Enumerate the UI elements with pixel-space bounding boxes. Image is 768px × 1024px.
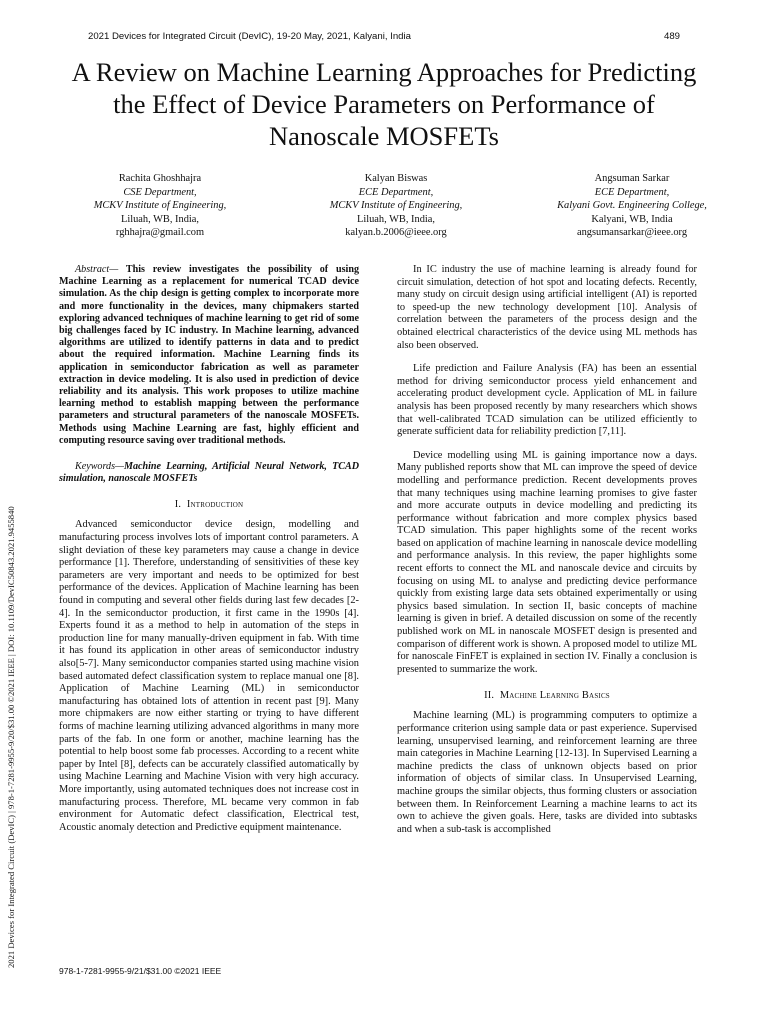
ml-basics-paragraph: Machine learning (ML) is programming computers to optimize a performance criterion using sample data or past experience. Supervised learning, unsupervised learning, and reinforcement learning are three main categories in Machine Learning [12-13]. In Supervised Learning a machine predicts the class of unknown objects based on prior information of objects of similar class. In Unsupervised Learning, machine groups the similar objects, thus forming clusters or association between them. In Reinforcement Learning a machine learns to act its own to achieve the given goals. Here, tasks are divided into subtasks and when a sub-task is accomplished [397, 710, 697, 835]
section-heading-ml-basics [397, 689, 697, 703]
author-location: Liluah, WB, India, [356, 213, 435, 225]
keywords-label: Keywords— [75, 461, 124, 473]
author-email[interactable]: rghhajra@gmail.com [115, 227, 205, 239]
author-name: Kalyan Biswas [364, 173, 428, 184]
section-number: I. [174, 499, 182, 511]
author-name: Rachita Ghoshhajra [118, 173, 202, 184]
section-title: Introduction [186, 499, 244, 511]
abstract-label: Abstract— [75, 264, 119, 275]
section-title: Machine Learning Basics [499, 690, 610, 702]
footer-copyright: 978-1-7281-9955-9/21/$31.00 ©2021 IEEE [59, 966, 222, 976]
author-name: Angsuman Sarkar [594, 173, 670, 184]
author-block [40, 172, 752, 242]
abstract-text: This review investigates the possibility of using Machine Learning as a replacement for numerical TCAD device simulation. As the chip design is getting complex to incorporate more and more functionality in the devices, many chipmakers started exploring advanced techniques of machine learning to get rid of some big challenges faced by IC industry. In Machine learning, advanced algorithms are utilized to identify patterns in data and to predict about the required information. Machine Learning finds its application in semiconductor fabrication as well as parameter extraction in device modeling. It is also used in prediction of device reliability and its analysis. This work proposes to utilize machine learning method to establish mapping between the performance parameters and structural parameters of the nanoscale MOSFETs. Methods using Machine Learning are fast, highly efficient and computing resource saving over traditional methods. [59, 264, 359, 446]
body-paragraph: Device modelling using ML is gaining importance now a days. Many published reports show that ML can improve the speed of device modelling and performance prediction. Recent developments proves that many techniques using machine learning promises to give faster and more accurate outputs in device modelling and predicting its performance without fabrication and more complex physics based TCAD simulation. This paper highlights some of the recent works based on application of machine learning in nanoscale device modelling and performance analysis. In this review, the paper highlights some recent efforts to connect the ML and nanoscale device and circuits by focusing on using ML to analyse and predicting device performance quickly from existing large data sets obtained experimentally or using physics based simulation. In section II, basic concepts of machine learning is given in brief. A detailed discussion on some of the recently published work on ML in nanoscale MOSFET design is presented and comparison of different work is shown. A proposed model to utilize ML for nanoscale FinFET is explained in section IV. Finally a conclusion is presented to summarize the work. [397, 449, 697, 675]
author-institution: MCKV Institute of Engineering, [93, 200, 227, 212]
author-location: Liluah, WB, India, [120, 213, 199, 225]
author-1 [40, 172, 280, 240]
author-3 [512, 172, 752, 240]
author-email[interactable]: angsumansarkar@ieee.org [576, 227, 688, 239]
side-margin-citation [5, 248, 18, 968]
right-column [397, 264, 697, 836]
doi-note: 2021 Devices for Integrated Circuit (DevIC) | 978-1-7281-9955-9/20/$31.00 ©2021 IEEE | DOI: 10.1109/DevIC50843.2021.9455840 [6, 506, 16, 968]
section-heading-introduction [59, 498, 359, 512]
page-number: 489 [663, 31, 680, 42]
author-department: ECE Department, [594, 186, 670, 198]
abstract [59, 264, 359, 447]
left-column [59, 264, 359, 834]
author-institution: MCKV Institute of Engineering, [329, 200, 463, 212]
author-department: ECE Department, [358, 186, 434, 198]
author-location: Kalyani, WB, India [591, 213, 673, 225]
author-institution: Kalyani Govt. Engineering College, [557, 200, 707, 212]
author-email[interactable]: kalyan.b.2006@ieee.org [345, 227, 447, 239]
keywords-text: Machine Learning, Artificial Neural Network, TCAD simulation, nanoscale MOSFETs [59, 461, 359, 485]
body-paragraph: Life prediction and Failure Analysis (FA) has been an essential method for driving semiconductor process yield enhancement and accelerating product development cycle. Application of ML in failure analysis has been proposed recently by many researchers which shows that well-calibrated TCAD simulation can be utilized efficiently to generate sufficient data for reliability prediction [7,11]. [397, 363, 697, 438]
keywords [59, 461, 359, 485]
conference-name: 2021 Devices for Integrated Circuit (DevIC), 19-20 May, 2021, Kalyani, India [88, 31, 411, 42]
author-2 [276, 172, 516, 240]
intro-paragraph: Advanced semiconductor device design, modelling and manufacturing process involves lots of important control parameters. A slight deviation of these key parameters may cause a change in device performance [1]. Therefore, understanding of sensitivities of these key parameters are very important and needs to be optimized for best performance of the devices. Application of Machine learning has been found in computing and several other fields during last few decades [2-4]. In the semiconductor production, it first came in the 1990s [4]. Experts found it as a method to help in automation of the steps in production line for many manually-driven equipment in fab. With time it has found its application in other areas of semiconductor industry also[5-7]. Many semiconductor companies started using machine vision based automated defect classification system to replace manual one [8]. Application of Machine Learning (ML) in semiconductor manufacturing has obtained lots of attention in recent past [9]. Many more chipmakers are now either starting or trying to have different forms of machine learning utilizing advanced algorithms in many more parts of the fab. In one form or another, machine learning has the potential to help boost some fab processes. According to a recent white paper by Intel [8], defects can be accurately classified automatically by using Machine Learning and Machine Vision with very high accuracy. More importantly, using automated techniques does not increase cost in manufacturing process. Therefore, ML became very common in fab environment for Automatic defect classification, Electrical test, Acoustic anomaly detection and Predictive equipment maintenance. [59, 519, 359, 833]
author-department: CSE Department, [123, 186, 197, 198]
section-number: II. [484, 690, 495, 702]
body-paragraph: In IC industry the use of machine learning is already found for circuit simulation, detection of hot spot and locating defects. Recently, many study on circuit design using artificial intelligent (AI) is reported to speed-up the new technology development [10]. Analysis of correlation between the parameters of the process design and the obtained electrical characteristics of the device using ML methods has also been observed. [397, 264, 697, 351]
paper-title: A Review on Machine Learning Approaches for Predicting the Effect of Device Parameters on Performance of Nanoscale MOSFETs [71, 57, 697, 151]
